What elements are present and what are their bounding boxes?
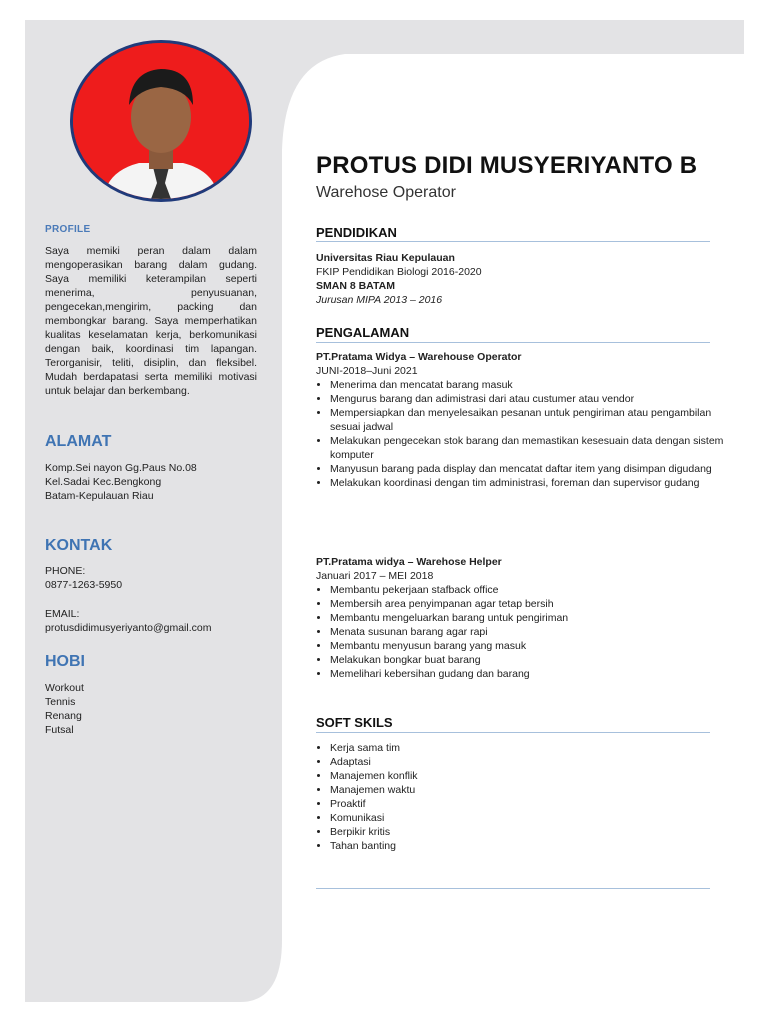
school-1-detail: FKIP Pendidikan Biologi 2016-2020 <box>316 266 482 278</box>
candidate-role: Warehose Operator <box>316 184 456 201</box>
soft-skills-heading: SOFT SKILS <box>316 715 393 730</box>
phone-label: PHONE: <box>45 565 86 577</box>
hobi-item: Renang <box>45 710 82 722</box>
job-2-header <box>316 555 502 583</box>
list-item: • Manajemen waktu <box>330 783 724 797</box>
section-divider <box>316 888 710 889</box>
list-item: • Komunikasi <box>330 811 724 825</box>
hobi-item: Workout <box>45 682 84 694</box>
list-item: • Membersih area penyimpanan agar tetap bersih <box>330 597 724 611</box>
list-item: • Memelihari kebersihan gudang dan barang <box>330 667 724 681</box>
profile-photo <box>70 40 252 202</box>
email-block <box>45 607 257 635</box>
list-item: • Membantu pekerjaan stafback office <box>330 583 724 597</box>
list-item: • Manyusun barang pada display dan mencatat daftar item yang disimpan digudang <box>330 462 724 476</box>
job-2-period: Januari 2017 – MEI 2018 <box>316 570 434 582</box>
pendidikan-block <box>316 251 482 307</box>
alamat-line: Batam-Kepulauan Riau <box>45 490 154 502</box>
hobi-list <box>45 681 257 737</box>
list-item: • Menata susunan barang agar rapi <box>330 625 724 639</box>
list-item: • Mempersiapkan dan menyelesaikan pesanan untuk pengiriman atau pengambilan sesuai jadwal <box>330 406 724 434</box>
list-item: • Manajemen konflik <box>330 769 724 783</box>
soft-skills-list <box>316 741 724 853</box>
phone-value: 0877-1263-5950 <box>45 579 123 591</box>
job-1-title: PT.Pratama Widya – Warehouse Operator <box>316 351 522 363</box>
job-1-period: JUNI-2018–Juni 2021 <box>316 365 418 377</box>
person-portrait-icon <box>73 43 249 199</box>
job-1-duties <box>316 378 724 490</box>
email-label: EMAIL: <box>45 608 80 620</box>
profile-text: Saya memiki peran dalam dalam mengoperasikan barang dalam gudang. Saya memiliki keterampilan seperti menerima, penyusuanan, pengecekan,mengirim, packing dan membongkar barang. Saya memperhatikan kualitas keselamatan kerja, berkomunikasi dengan baik, koordinasi tim lapangan. Terorganisir, teliti, disiplin, dan fleksibel. Mudah berdapatasi serta memiliki motivasi untuk belajar dan berkembang. <box>45 245 257 397</box>
alamat-line: Kel.Sadai Kec.Bengkong <box>45 476 162 488</box>
list-item: • Berpikir kritis <box>330 825 724 839</box>
school-2-detail: Jurusan MIPA 2013 – 2016 <box>316 294 443 306</box>
list-item: • Mengurus barang dan adimistrasi dari atau custumer atau vendor <box>330 392 724 406</box>
job-1-header <box>316 350 522 378</box>
job-2-duties <box>316 583 724 681</box>
email-value: protusdidimusyeriyanto@gmail.com <box>45 622 212 634</box>
hobi-item: Futsal <box>45 724 74 736</box>
list-item: • Proaktif <box>330 797 724 811</box>
pengalaman-heading: PENGALAMAN <box>316 325 410 340</box>
hobi-heading: HOBI <box>45 653 85 670</box>
list-item: • Kerja sama tim <box>330 741 724 755</box>
list-item: • Melakukan bongkar buat barang <box>330 653 724 667</box>
alamat-block <box>45 461 257 503</box>
list-item: • Membantu menyusun barang yang masuk <box>330 639 724 653</box>
hobi-item: Tennis <box>45 696 76 708</box>
list-item: • Tahan banting <box>330 839 724 853</box>
alamat-line: Komp.Sei nayon Gg.Paus No.08 <box>45 462 197 474</box>
list-item: • Melakukan koordinasi dengan tim administrasi, foreman dan supervisor gudang <box>330 476 724 490</box>
profile-heading: PROFILE <box>45 224 91 235</box>
list-item: • Melakukan pengecekan stok barang dan memastikan kesesuain data dengan sistem komputer <box>330 434 724 462</box>
section-divider <box>316 342 710 343</box>
job-2-title: PT.Pratama widya – Warehose Helper <box>316 556 502 568</box>
candidate-name: PROTUS DIDI MUSYERIYANTO B <box>316 152 698 179</box>
section-divider <box>316 732 710 733</box>
alamat-heading: ALAMAT <box>45 433 112 450</box>
list-item: • Menerima dan mencatat barang masuk <box>330 378 724 392</box>
pendidikan-heading: PENDIDIKAN <box>316 225 397 240</box>
list-item: • Adaptasi <box>330 755 724 769</box>
kontak-heading: KONTAK <box>45 537 113 554</box>
school-1-name: Universitas Riau Kepulauan <box>316 252 455 264</box>
school-2-name: SMAN 8 BATAM <box>316 280 395 292</box>
section-divider <box>316 241 710 242</box>
phone-block <box>45 564 257 592</box>
list-item: • Membantu mengeluarkan barang untuk pengiriman <box>330 611 724 625</box>
